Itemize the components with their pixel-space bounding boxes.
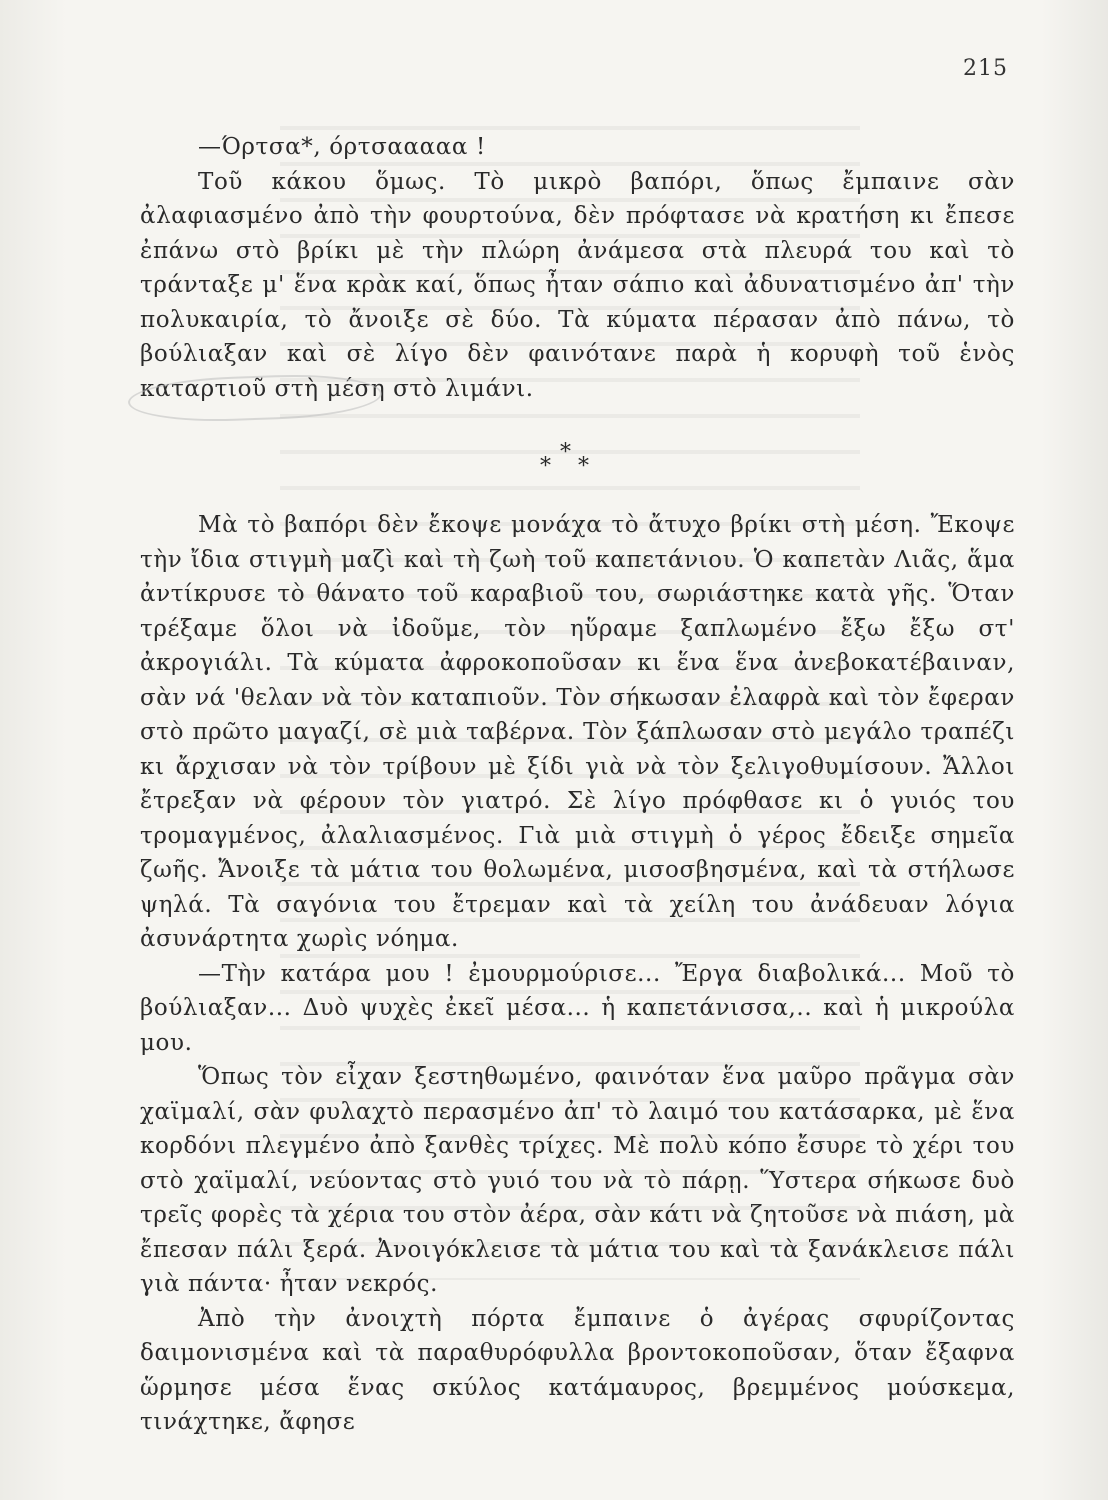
paragraph: Ὅπως τὸν εἶχαν ξεστηθωμένο, φαινόταν ἕνα μαῦρο πρᾶγμα σὰν χαϊμαλί, σὰν φυλαχτὸ περασμένο ἀπ' τὸ λαιμό του κατάσαρκα, μὲ ἕνα κορδόνι πλεγμένο ἀπὸ ξανθὲς τρίχες. Μὲ πολὺ κόπο ἔσυρε τὸ χέρι του στὸ χαϊμαλί, νεύοντας στὸ γυιό του νὰ τὸ πάρῃ. Ὕστερα σήκωσε δυὸ τρεῖς φορὲς τὰ χέρια του στὸν ἀέρα, σὰν κάτι νὰ ζητοῦσε νὰ πιάση, μὰ ἔπεσαν πάλι ξερά. Ἀνοιγόκλεισε τὰ μάτια του καὶ τὰ ξανάκλεισε πάλι γιὰ πάντα· ἦταν νεκρός. — [140, 1064, 1015, 1297]
paragraph: —Όρτσα*, όρτσααααα ! — [198, 134, 486, 160]
paragraph: Ἀπὸ τὴν ἀνοιχτὴ πόρτα ἔμπαινε ὁ ἀγέρας σφυρίζοντας δαιμονισμένα καὶ τὰ παραθυρόφυλλα βροντοκοποῦσαν, ὅταν ἔξαφνα ὥρμησε μέσα ἕνας σκύλος κατάμαυρος, βρεμμένος μούσκεμα, τινάχτηκε, ἄφησε — [140, 1305, 1015, 1435]
page-number: 215 — [963, 56, 1008, 81]
paragraph: —Τὴν κατάρα μου ! ἐμουρμούρισε... Ἔργα διαβολικά... Μοῦ τὸ βούλιαξαν... Δυὸ ψυχὲς ἐκεῖ μέσα... ἡ καπετάνισσα,.. καὶ ἡ μικρούλα μου. — [140, 960, 1015, 1056]
asterisk: * — [540, 454, 551, 479]
section-break-asterisks — [540, 440, 600, 480]
paragraph: Τοῦ κάκου ὅμως. Τὸ μικρὸ βαπόρι, ὅπως ἔμπαινε σὰν ἀλαφιασμένο ἀπὸ τὴν φουρτούνα, δὲν πρόφτασε νὰ κρατήση κι ἔπεσε ἐπάνω στὸ βρίκι μὲ τὴν πλώρη ἀνάμεσα στὰ πλευρά του καὶ τὸ τράνταξε μ' ἕνα κρὰκ καί, ὅπως ἦταν σάπιο καὶ ἀδυνατισμένο ἀπ' τὴν πολυκαιρία, τὸ ἄνοιξε σὲ δύο. Τὰ κύματα πέρασαν ἀπὸ πάνω, τὸ βούλιαξαν καὶ σὲ λίγο δὲν φαινότανε παρὰ ἡ κορυφὴ τοῦ ἑνὸς καταρτιοῦ στὴ μέση στὸ λιμάνι. — [140, 168, 1015, 402]
text-block-lower — [140, 508, 1015, 1440]
asterisk: * — [560, 440, 571, 465]
paragraph: Μὰ τὸ βαπόρι δὲν ἔκοψε μονάχα τὸ ἄτυχο βρίκι στὴ μέση. Ἔκοψε τὴν ἴδια στιγμὴ μαζὶ καὶ τὴ ζωὴ τοῦ καπετάνιου. Ὁ καπετὰν Λιᾶς, ἅμα ἀντίκρυσε τὸ θάνατο τοῦ καραβιοῦ του, σωριάστηκε κατὰ γῆς. Ὅταν τρέξαμε ὅλοι νὰ ἰδοῦμε, τὸν ηὕραμε ξαπλωμένο ἔξω ἔξω στ' ἀκρογιάλι. Τὰ κύματα ἀφροκοποῦσαν κι ἕνα ἕνα ἀνεβοκατέβαιναν, σὰν νά 'θελαν νὰ τὸν καταπιοῦν. Τὸν σήκωσαν ἐλαφρὰ καὶ τὸν ἔφεραν στὸ πρῶτο μαγαζί, σὲ μιὰ ταβέρνα. Τὸν ξάπλωσαν στὸ μεγάλο τραπέζι κι ἄρχισαν νὰ τὸν τρίβουν μὲ ξίδι γιὰ νὰ τὸν ξελιγοθυμίσουν. Ἄλλοι ἔτρεξαν νὰ φέρουν τὸν γιατρό. Σὲ λίγο πρόφθασε κι ὁ γυιός του τρομαγμένος, ἀλαλιασμένος. Γιὰ μιὰ στιγμὴ ὁ γέρος ἔδειξε σημεῖα ζωῆς. Ἄνοιξε τὰ μάτια του θολωμένα, μισοσβησμένα, καὶ τὰ στήλωσε ψηλά. Τὰ σαγόνια του ἔτρεμαν καὶ τὰ χείλη του ἀνάδευαν λόγια ἀσυνάρτητα χωρὶς νόημα. — [140, 512, 1015, 952]
asterisk: * — [578, 454, 589, 479]
text-block-upper — [140, 130, 1015, 406]
